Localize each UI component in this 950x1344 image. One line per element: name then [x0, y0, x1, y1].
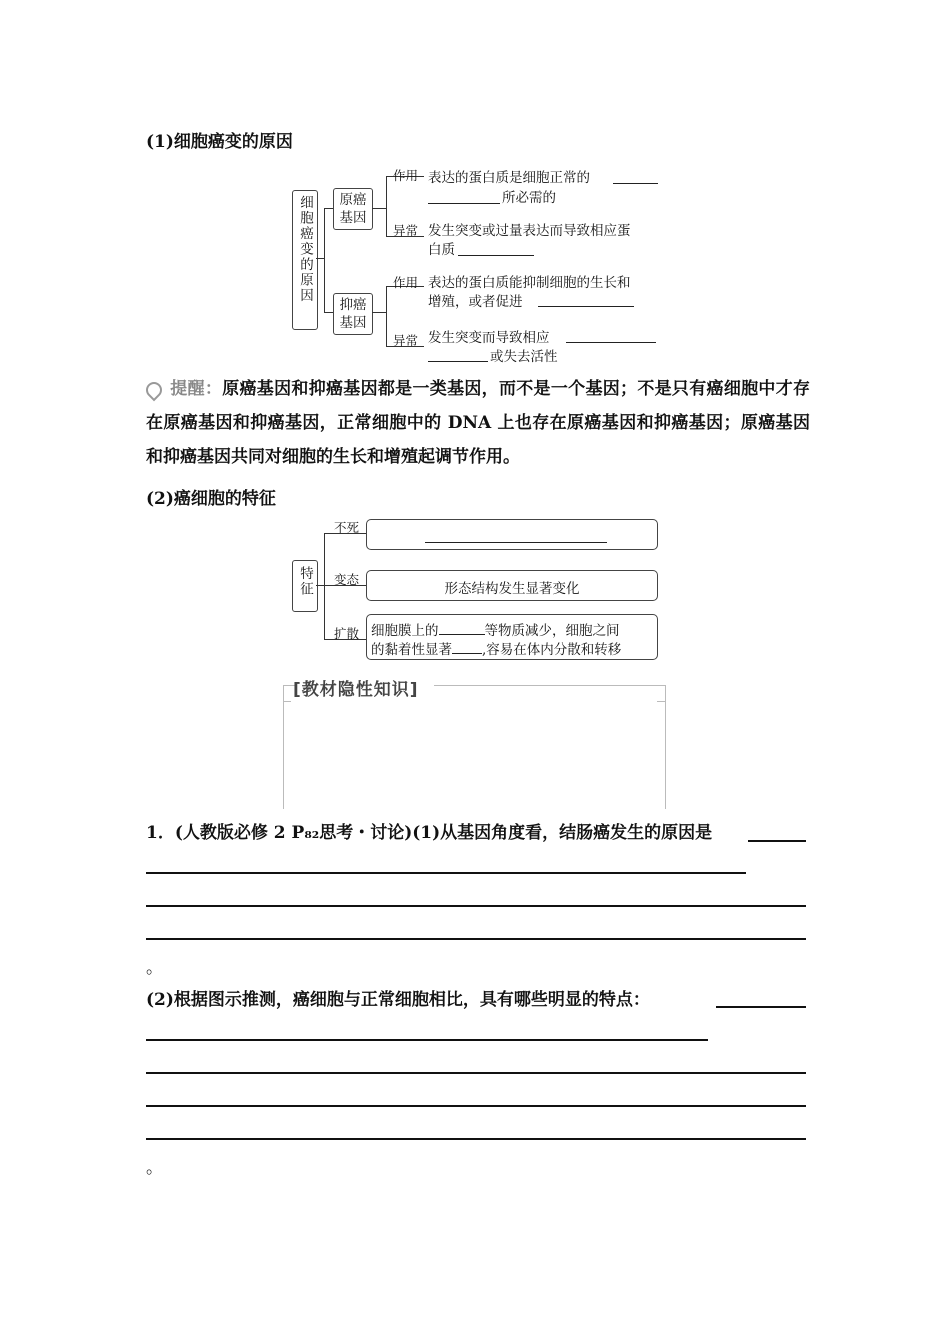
- q2-answer-line-3[interactable]: [146, 1105, 806, 1107]
- g1-abnormal-text1: 发生突变或过量表达而导致相应蛋: [428, 223, 631, 239]
- g1-abnormal-text2: 白质: [428, 242, 455, 258]
- tumor-suppressor-box: [333, 293, 373, 335]
- q1-answer-line-3[interactable]: [146, 938, 806, 940]
- g2-role-text2: 增殖，或者促进: [428, 294, 523, 310]
- spread-line2: 的黏着性显著 ,容易在体内分散和转移: [371, 642, 622, 658]
- question2: [146, 983, 810, 1017]
- diagram1-root-label: 细胞癌变的原因: [297, 195, 313, 304]
- question1-end: 。: [146, 958, 163, 978]
- question1: [146, 816, 810, 850]
- section1-heading: (1)细胞癌变的原因: [146, 132, 293, 152]
- immortal-box: [366, 519, 658, 550]
- location-pin-icon: [143, 378, 166, 401]
- proto-oncogene-label: 原癌基因: [339, 192, 367, 226]
- section2-heading: (2)癌细胞的特征: [146, 489, 276, 509]
- transform-box: [366, 570, 658, 601]
- diagram2-root-label: 特征: [297, 566, 313, 597]
- q1-answer-line-1[interactable]: [146, 872, 746, 874]
- g2-abnormal-text2: 或失去活性: [490, 349, 558, 365]
- question1-text: 1．(人教版必修 2 P₈₂思考・讨论)(1)从基因角度看，结肠癌发生的原因是: [146, 823, 713, 843]
- g1-role-text1: 表达的蛋白质是细胞正常的: [428, 170, 590, 186]
- transform-label: 变态: [334, 572, 360, 587]
- q2-answer-line-2[interactable]: [146, 1072, 806, 1074]
- g2-role-text1: 表达的蛋白质能抑制细胞的生长和: [428, 275, 631, 291]
- tip-paragraph: [146, 372, 810, 474]
- g1-role-text2: 所必需的: [502, 190, 556, 206]
- q1-answer-line-2[interactable]: [146, 905, 806, 907]
- transform-text: 形态结构发生显著变化: [444, 581, 580, 597]
- tip-label: 提醒：: [170, 379, 223, 399]
- g2-abnormal-label: 异常: [393, 333, 419, 348]
- hidden-knowledge-title: [教材隐性知识]: [293, 680, 419, 700]
- immortal-label: 不死: [334, 520, 360, 535]
- q2-answer-line-4[interactable]: [146, 1138, 806, 1140]
- g1-abnormal-label: 异常: [393, 223, 419, 238]
- q2-answer-line-1[interactable]: [146, 1039, 708, 1041]
- spread-line1: 细胞膜上的 等物质减少，细胞之间: [371, 623, 620, 639]
- g1-role-label: 作用: [393, 168, 419, 183]
- spread-label: 扩散: [334, 626, 360, 641]
- question2-end: 。: [146, 1158, 163, 1178]
- tumor-suppressor-label: 抑癌基因: [339, 297, 367, 331]
- g2-abnormal-text1: 发生突变而导致相应: [428, 330, 550, 346]
- proto-oncogene-box: [333, 188, 373, 230]
- g2-role-label: 作用: [393, 275, 419, 290]
- spread-box: [366, 614, 658, 660]
- diagram2-root-box: [292, 560, 318, 612]
- tip-text: 原癌基因和抑癌基因都是一类基因，而不是一个基因；不是只有癌细胞中才存在原癌基因和抑癌基因，正常细胞中的 DNA 上也存在原癌基因和抑癌基因；原癌基因和抑癌基因共同对细胞的生长和增殖起调节作用。: [146, 379, 811, 467]
- diagram1-root-box: [292, 190, 318, 330]
- question2-text: (2)根据图示推测，癌细胞与正常细胞相比，具有哪些明显的特点：: [146, 990, 650, 1010]
